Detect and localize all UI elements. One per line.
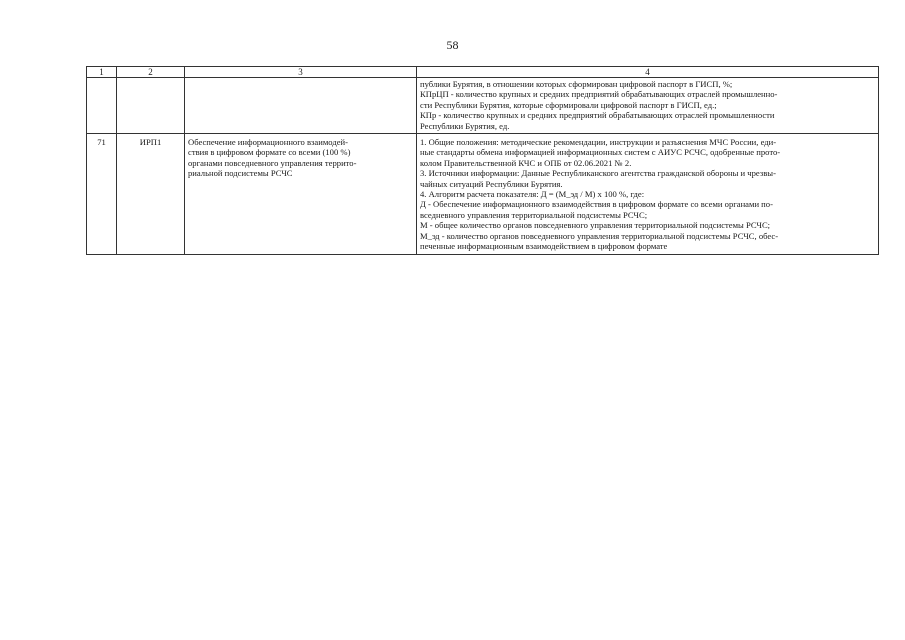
description-line: вседневного управления территориальной подсистемы РСЧС; bbox=[420, 209, 648, 220]
cell-title bbox=[185, 78, 417, 134]
title-line: ствия в цифровом формате со всеми (100 %) bbox=[188, 147, 351, 158]
page-number: 58 bbox=[446, 38, 459, 52]
description-line: Республики Бурятия, ед. bbox=[420, 120, 510, 131]
cell-description bbox=[417, 134, 879, 254]
description-line: 3. Источники информации: Данные Республиканского агентства гражданской обороны и чрезвы- bbox=[420, 168, 776, 179]
header-col-4: 4 bbox=[417, 67, 879, 78]
description-line: чайных ситуаций Республики Бурятия. bbox=[420, 178, 563, 189]
description-line: 1. Общие положения: методические рекомендации, инструкции и разъяснения МЧС России, еди- bbox=[420, 137, 777, 148]
cell-title bbox=[185, 134, 417, 254]
header-col-3: 3 bbox=[185, 67, 417, 78]
description-line: 4. Алгоритм расчета показателя: Д = (М_эд / М) х 100 %, где: bbox=[420, 189, 645, 200]
description-line: печенные информационным взаимодействием в цифровом формате bbox=[420, 241, 668, 252]
title-line: Обеспечение информационного взаимодей- bbox=[188, 137, 348, 148]
header-col-1: 1 bbox=[87, 67, 117, 78]
description-line: КПрЦП - количество крупных и средних предприятий обрабатывающих отраслей промышленно- bbox=[420, 89, 778, 100]
description-line: М_эд - количество органов повседневного управления территориальной подсистемы РСЧС, обес- bbox=[420, 230, 779, 241]
description-line: публики Бурятия, в отношении которых сформирован цифровой паспорт в ГИСП, %; bbox=[420, 79, 733, 89]
cell-description bbox=[417, 78, 879, 134]
description-line: колом Правительственной КЧС и ОПБ от 02.06.2021 № 2. bbox=[420, 157, 632, 168]
table-row-continuation bbox=[87, 78, 879, 134]
cell-number: 71 bbox=[87, 134, 117, 254]
cell-code bbox=[117, 78, 185, 134]
description-line: сти Республики Бурятия, которые сформировали цифровой паспорт в ГИСП, ед.; bbox=[420, 99, 717, 110]
cell-number bbox=[87, 78, 117, 134]
cell-code: ИРП1 bbox=[117, 134, 185, 254]
description-line: ные стандарты обмена информацией информационных систем с АИУС РСЧС, одобренные прото- bbox=[420, 147, 781, 158]
description-line: КПр - количество крупных и средних предприятий обрабатывающих отраслей промышленности bbox=[420, 110, 775, 121]
description-line: Д - Обеспечение информационного взаимодействия в цифровом формате со всеми органами по- bbox=[420, 199, 773, 210]
table-header-row bbox=[87, 67, 879, 78]
indicator-table bbox=[86, 66, 879, 255]
header-col-2: 2 bbox=[117, 67, 185, 78]
table-row-71 bbox=[87, 134, 879, 254]
description-line: М - общее количество органов повседневного управления территориальной подсистемы РСЧС; bbox=[420, 220, 771, 231]
title-line: органами повседневного управления террито- bbox=[188, 157, 357, 168]
title-line: риальной подсистемы РСЧС bbox=[188, 168, 293, 179]
